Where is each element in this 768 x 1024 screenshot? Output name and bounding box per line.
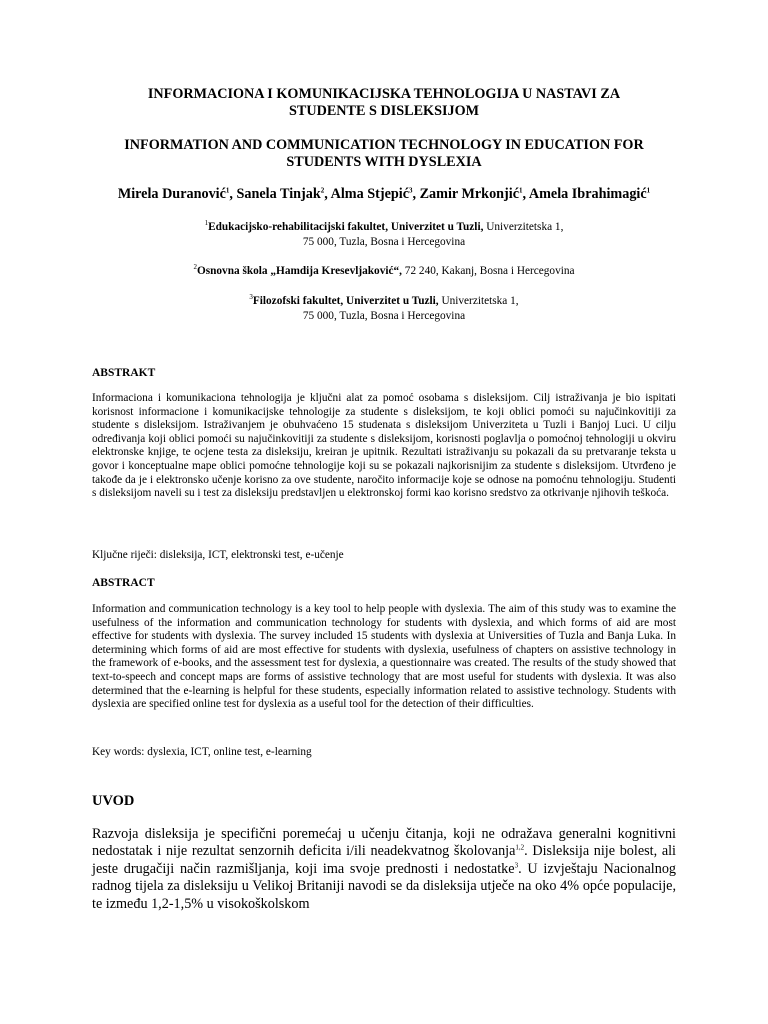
affiliation-2: $^2$Osnovna škola „Hamdija Kresevljaković“, 72 240, Kakanj, Bosna i Hercegovina bbox=[193, 263, 575, 277]
abstrakt-text: Informaciona i komunikaciona tehnologija je ključni alat za pomoć osobama s disleksijom. Cilj istraživanja je bio ispitati korisnost informacione i komunikacijske tehnologije za studente s disleksijom, te koji oblici pomoći su najučinkovitiji za studente s disleksijom. Istraživanjem je obuhvaćeno 15 studenata s disleksijom Univerziteta u Tuzli i Banjoj Luci. U cilju određivanja koji oblici pomoći su najučinkovitiji za studente s disleksijom, korisnosti poglavlja o pomoćnoj tehnologiji u okviru elektronske knjige, te ocjene testa za disleksiju, kreiran je upitnik. Rezultati istraživanju su pokazali da su pretvaranje teksta u govor i konceptualne mape oblici pomoćne tehnologije koji su se pokazali najkorisnijim za studente s disleksijom. Utvrđeno je takođe da je i elektronsko učenje korisno za ove studente, naročito informacije koje se odnose na pomoćnu tehnologiju. Studenti s disleksijom naveli su i test za disleksiju predstavljen u elektronskoj formi kao korisno sredstvo za otkrivanje njihovih teškoća. bbox=[92, 392, 676, 500]
author: Alma Stjepić$^3$, bbox=[330, 186, 420, 202]
title-bosnian bbox=[92, 86, 676, 120]
title-bosnian-line-2: STUDENTE S DISLEKSIJOM bbox=[288, 103, 479, 119]
author: Sanela Tinjak$^2$, bbox=[236, 186, 331, 202]
abstract-keywords: Key words: dyslexia, ICT, online test, e-learning bbox=[92, 746, 312, 758]
author: Mirela Duranović$^1$, bbox=[117, 186, 237, 202]
author: Zamir Mrkonjić$^1$, bbox=[419, 186, 529, 202]
title-english bbox=[92, 137, 676, 171]
affiliation-3: $^3$Filozofski fakultet, Univerzitet u Tuzli, Univerzitetska 1, 75 000, Tuzla, Bosna i Hercegovina bbox=[249, 293, 519, 322]
abstrakt-heading: ABSTRAKT bbox=[92, 367, 156, 379]
abstract-text: Information and communication technology is a key tool to help people with dyslexia. The aim of this study was to examine the usefulness of the information and communication technology for students with dyslexia, and which forms of aid are most effective for students with dyslexia. The survey included 15 students with dyslexia at Universities of Tuzla and Banja Luka. In determining which forms of aid are most effective for students with dyslexia, usefulness of chapters on assistive technology in the framework of e-books, and the assessment test for dyslexia, a questionnaire was created. The results of the study showed that text-to-speech and concept maps are forms of assistive technology that are most useful for students with dyslexia. It was also determined that the e-learning is helpful for these students, especially information related to assistive technology. Students with dyslexia are specified online test for dyslexia as a useful tool for the detection of their difficulties. bbox=[92, 603, 676, 711]
section-heading-uvod: UVOD bbox=[92, 793, 135, 809]
author-list bbox=[92, 186, 676, 203]
abstract-heading: ABSTRACT bbox=[92, 577, 155, 589]
uvod-paragraph: Razvoja disleksija je specifični poremećaj u učenju čitanja, koji ne odražava generalni kognitivni nedostatak i nije rezultat senzornih deficita i/ili neadekvatnog školovanja$^{1,2}$. Disleksija nije bolest, ali jeste drugačiji način razmišljanja, koji ima svoje prednosti i nedostatke$^3$. U izvještaju Nacionalnog radnog tijela za disleksiju u Velikoj Britaniji navodi se da disleksija utječe na oko 4% opće populacije, te između 1,2-1,5% u visokoškolskom bbox=[92, 826, 677, 912]
title-bosnian-line-1: INFORMACIONA I KOMUNIKACIJSKA TEHNOLOGIJA U NASTAVI ZA bbox=[147, 86, 621, 102]
title-english-line-2: STUDENTS WITH DYSLEXIA bbox=[286, 154, 482, 170]
affiliation-1: $^1$Edukacijsko-rehabilitacijski fakultet, Univerzitet u Tuzli, Univerzitetska 1, 75 000, Tuzla, Bosna i Hercegovina bbox=[204, 219, 564, 248]
author: Amela Ibrahimagić$^1$ bbox=[528, 186, 651, 202]
abstrakt-keywords: Ključne riječi: disleksija, ICT, elektronski test, e-učenje bbox=[92, 549, 344, 561]
title-english-line-1: INFORMATION AND COMMUNICATION TECHNOLOGY IN EDUCATION FOR bbox=[124, 137, 644, 153]
